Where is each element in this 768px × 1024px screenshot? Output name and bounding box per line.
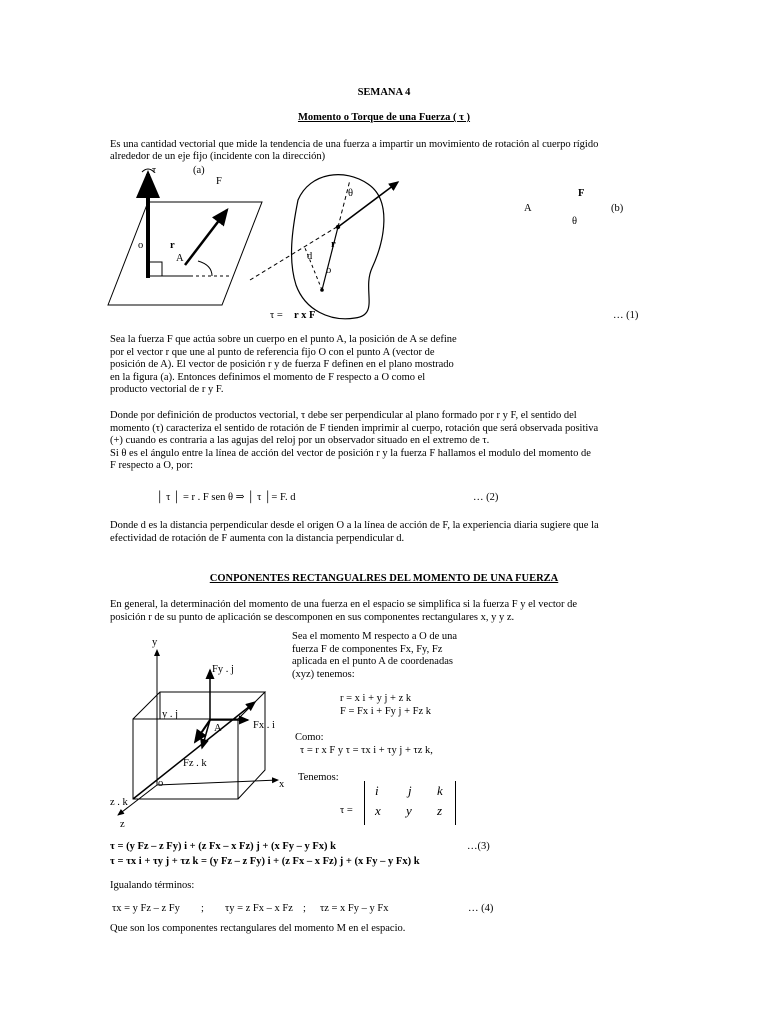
section-title: CONPONENTES RECTANGUALRES DEL MOMENTO DE UNA FUERZA bbox=[209, 573, 559, 584]
paragraph-1-line: Sea la fuerza F que actúa sobre un cuerpo en el punto A, la posición de A se define bbox=[110, 334, 457, 345]
paragraph-1-line: por el vector r que une al punto de referencia fijo O con el punto A (vector de bbox=[110, 346, 435, 358]
fz-label: Fz . k bbox=[183, 758, 207, 769]
r-equation: r = x i + y j + z k bbox=[340, 693, 412, 704]
yj-label: y . j bbox=[162, 709, 179, 720]
theta-label: θ bbox=[348, 188, 354, 199]
eq1-rhs: r x F bbox=[294, 310, 316, 321]
tau-label: τ bbox=[152, 165, 157, 176]
point-a-label: A bbox=[214, 723, 222, 734]
determinant bbox=[364, 781, 456, 825]
tenemos-label: Tenemos: bbox=[298, 772, 339, 783]
section-intro-1: En general, la determinación del momento de una fuerza en el espacio se simplifica si la fuerza F y el vector de bbox=[110, 599, 578, 610]
side-text bbox=[292, 631, 474, 681]
paragraph-3-line: efectividad de rotación de F aumenta con la distancia perpendicular d. bbox=[110, 532, 405, 544]
side-text-line: aplicada en el punto A de coordenadas bbox=[292, 656, 453, 667]
eq3-line-1: τ = (y Fz – z Fy) i + (z Fx – x Fz) j + (x Fy – y Fx) k bbox=[110, 841, 337, 852]
paragraph-2 bbox=[110, 410, 658, 473]
force-label: F bbox=[216, 176, 222, 187]
plane-shape bbox=[108, 202, 262, 305]
como-label: Como: bbox=[295, 732, 324, 743]
fx-label: Fx . i bbox=[253, 720, 275, 731]
intro-line-1: Es una cantidad vectorial que mide la tendencia de una fuerza a impartir un movimiento de rotación al cuerpo rígido bbox=[110, 139, 599, 150]
x-axis-label: x bbox=[279, 779, 285, 790]
body-origin-label: o bbox=[326, 265, 332, 276]
paragraph-1 bbox=[110, 334, 504, 397]
eq4-separator: ; bbox=[201, 903, 204, 914]
eq4-tau-y: τy = z Fx – x Fz bbox=[225, 903, 293, 914]
eq2-number: … (2) bbox=[473, 492, 499, 503]
side-text-line: fuerza F de componentes Fx, Fy, Fz bbox=[292, 643, 443, 655]
force-label-b: F bbox=[578, 188, 585, 199]
tau-determinant-lhs: τ = bbox=[340, 805, 353, 816]
intro-line-2: alrededor de un eje fijo (incidente con la dirección) bbox=[110, 151, 326, 162]
point-a-label-b: A bbox=[524, 203, 532, 214]
week-heading: SEMANA 4 bbox=[357, 87, 411, 98]
y-axis-label: y bbox=[152, 637, 158, 648]
origin-label: o bbox=[138, 240, 144, 251]
force-vector bbox=[185, 210, 227, 265]
zk-label: z . k bbox=[110, 797, 128, 808]
eq2-expression: │ τ │ = r . F sen θ ⇒ │ τ │= F. d bbox=[156, 492, 296, 503]
angle-arc bbox=[198, 261, 212, 276]
figure-a-label: (a) bbox=[193, 165, 205, 176]
matrix-cell: x bbox=[375, 803, 381, 818]
section-intro-2: posición r de su punto de aplicación se descomponen en sus componentes rectangulares x, y y z. bbox=[110, 612, 515, 623]
matrix-cell: z bbox=[437, 803, 443, 818]
body-r-label: r bbox=[331, 239, 336, 250]
z-axis-label: z bbox=[120, 819, 125, 830]
page-title: Momento o Torque de una Fuerza ( τ ) bbox=[297, 112, 471, 123]
fy-label: Fy . j bbox=[212, 664, 234, 675]
eq3-number: …(3) bbox=[467, 841, 490, 852]
eq1-number: … (1) bbox=[613, 310, 639, 321]
side-text-line: (xyz) tenemos: bbox=[292, 668, 355, 680]
eq3-line-2: τ = τx i + τy j + τz k = (y Fz – z Fy) i + (z Fx – x Fz) j + (x Fy – y Fx) k bbox=[110, 856, 420, 867]
paragraph-2-line: momento (τ) caracteriza el sentido de rotación de F tienden imprimir al cuerpo, rotación que será observada positiva bbox=[110, 422, 599, 434]
paragraph-1-line: posición de A). El vector de posición r y de fuerza F definen en el plano mostrado bbox=[110, 359, 454, 370]
torque-figure bbox=[0, 160, 768, 330]
origin-label: o bbox=[158, 778, 164, 789]
figure-b-label: (b) bbox=[611, 203, 624, 214]
theta-label-b: θ bbox=[572, 216, 578, 227]
eq4-tau-z: τz = x Fy – y Fx bbox=[320, 903, 389, 914]
paragraph-2-line: (+) cuando es contraria a las agujas del reloj por un observador situado en el extremo de τ. bbox=[110, 435, 490, 446]
matrix-cell: k bbox=[437, 783, 443, 798]
r-label: r bbox=[170, 240, 175, 251]
igualando-label: Igualando términos: bbox=[110, 880, 195, 891]
eq1-lhs: τ = bbox=[270, 310, 283, 321]
paragraph-1-line: en la figura (a). Entonces definimos el momento de F respecto a O como el bbox=[110, 371, 426, 383]
paragraph-2-line: Si θ es el ángulo entre la línea de acción del vector de posición r y la fuerza F hallamos el modulo del momento de bbox=[110, 447, 591, 459]
paragraph-1-line: producto vectorial de r y F. bbox=[110, 384, 224, 395]
matrix-cell: i bbox=[375, 783, 379, 798]
f-equation: F = Fx i + Fy j + Fz k bbox=[340, 706, 431, 717]
paragraph-3-line: Donde d es la distancia perpendicular desde el origen O a la línea de acción de F, la experiencia diaria sugiere que la bbox=[110, 520, 599, 531]
matrix-cell: y bbox=[406, 803, 412, 818]
matrix-cell: j bbox=[408, 783, 412, 798]
paragraph-3 bbox=[110, 520, 658, 545]
eq4-tau-x: τx = y Fz – z Fy bbox=[112, 903, 180, 914]
eq4-separator: ; bbox=[303, 903, 306, 914]
paragraph-2-line: Donde por definición de productos vectorial, τ debe ser perpendicular al plano formado por r y F, el sentido del bbox=[110, 410, 577, 421]
point-a-label: A bbox=[176, 253, 184, 264]
distance-label: d bbox=[307, 251, 313, 262]
closing-line: Que son los componentes rectangulares del momento M en el espacio. bbox=[110, 923, 406, 934]
tau-equation: τ = r x F y τ = τx i + τy j + τz k, bbox=[300, 745, 433, 756]
paragraph-2-line: F respecto a O, por: bbox=[110, 460, 194, 471]
eq4-number: … (4) bbox=[468, 903, 494, 914]
side-text-line: Sea el momento M respecto a O de una bbox=[292, 631, 458, 642]
